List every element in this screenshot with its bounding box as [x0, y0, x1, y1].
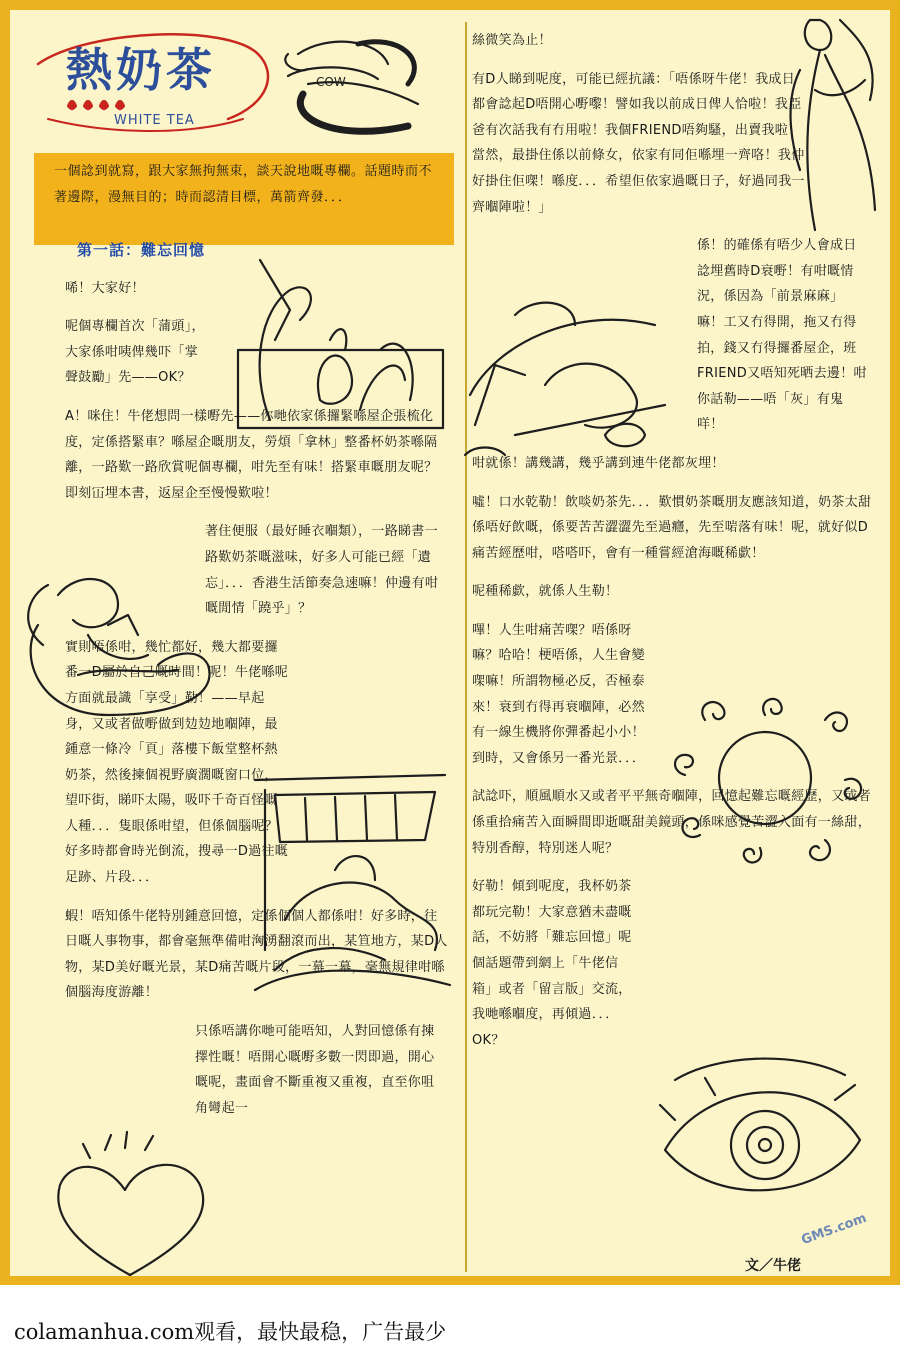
paragraph: 試諗吓，順風順水又或者平平無奇嗰陣，回憶起難忘嘅經歷，又或者係重拾痛苦入面瞬間即逝嘅甜美鏡頭，係咪感覺苦澀入面有一絲甜，特別香醇，特別迷人呢？ — [472, 789, 872, 856]
paragraph: 嗶！人生咁痛苦㗎？唔係呀嘛？哈哈！梗唔係，人生會變㗎嘛！所謂物極必反，否極泰來！衰到冇得再衰嗰陣，必然有一線生機將你彈番起小小！到時，又會係另一番光景．．． — [472, 622, 646, 766]
chapter-title: 第一話：難忘回憶 — [77, 241, 206, 259]
paragraph: 絲微笑為止！ — [472, 33, 552, 48]
hot-milk-tea-logo — [28, 24, 438, 146]
author-signature: 文／牛佬 — [745, 1258, 801, 1274]
paragraph: 噓！口水乾勒！飲啖奶茶先．．．歎慣奶茶嘅朋友應該知道，奶茶太甜係唔好飲嘅，係要苦苦澀澀先至過癮，先至啱落有味！呢，就好似D痛苦經歷咁，嗒嗒吓，會有一種嘗經滄海嘅稀歔！ — [472, 494, 872, 561]
paragraph: 係！的確係有唔少人會成日諗埋舊時D衰嘢！有咁嘅情況，係因為「前景麻麻」嘛！工又冇得開，拖又冇得拍，錢又冇得攞番屋企，班FRIEND又唔知死晒去邊！咁你話勒——唔「灰」有鬼咩！ — [697, 238, 867, 433]
lamp-desk-illustration — [455, 285, 680, 465]
paragraph: 唏！大家好！ — [65, 280, 145, 296]
column-divider — [465, 22, 467, 1272]
cow-label: COW — [316, 75, 346, 89]
paper-panel — [10, 10, 890, 1276]
paragraph: 蝦！唔知係牛佬特別鍾意回憶，定係個個人都係咁！好多時，往日嘅人事物事，都會毫無準備咁洶湧翻滾而出，某笪地方，某D人物，某D美好嘅光景，某D痛苦嘅片段，一幕一幕，毫無規律咁喺個腦海度游離！ — [65, 908, 448, 1001]
paragraph: 只係唔講你哋可能唔知，人對回憶係有揀擇性嘅！唔開心嘅嘢多數一閃即過，開心嘅呢，畫面會不斷重複又重複，直至你咀角彎起一 — [195, 1024, 435, 1116]
sun-icon — [665, 690, 870, 865]
paragraph: 實則唔係咁，幾忙都好，幾大都要攞番一D屬於自己嘅時間！呢！牛佬喺呢方面就最識「享受」勒！——早起身，又或者做嘢做到攰攰地嗰陣，最鍾意一條冷「頁」落樓下飯堂整杯熱奶茶，然後揀個視野廣濶嘅窗口位，望吓街，睇吓太陽，吸吓千奇百怪嘅人種．．．隻眼係咁望，但係個腦呢？好多時都會時光倒流，搜尋一D過往嘅足跡、片段．．． — [65, 639, 289, 886]
cow-teacup-icon — [285, 42, 418, 132]
watermark: GMS.com — [799, 1210, 869, 1249]
paragraph: 著住便服（最好睡衣嗰類），一路睇書一路歎奶茶嘅滋味，好多人可能已經「遺忘」．．．香港生活節奏急速嘛！仲邊有咁嘅閒情「蹺乎」？ — [205, 524, 439, 617]
intro-box — [34, 153, 454, 245]
paragraph: A！咪住！牛佬想問一樣嘢先——你哋依家係攞緊喺屋企張梳化度，定係搭緊車？喺屋企嘅朋友，勞煩「拿林」整番杯奶茶喺隔離，一路歎一路欣賞呢個專欄，咁先至有味！搭緊車嘅朋友呢？即刻冚埋本書，返屋企至慢慢歎啦！ — [65, 408, 438, 501]
eye-doodle-icon — [655, 1040, 870, 1220]
logo-title: 熱奶茶 — [66, 43, 216, 97]
paragraph: 呢種稀歔，就係人生勒！ — [472, 584, 619, 600]
heart-doodle-icon — [45, 1130, 220, 1276]
paragraph: 咁就係！講幾講，幾乎講到連牛佬都灰埋！ — [472, 455, 725, 471]
paragraph: 有D人睇到呢度，可能已經抗議：「唔係呀牛佬！我成日都會諗起D唔開心嘢嚟！譬如我以前成日俾人恰啦！我亞爸有次話我有冇用啦！我個FRIEND唔夠騷，出賣我啦！當然，最掛住係以前條女，依家有同佢喺埋一齊咯！我仲好掛住佢㗎！喺度．．．希望佢依家過嘅日子，好過同我一齊嗰陣啦！」 — [472, 71, 805, 215]
flame-icons — [68, 101, 124, 109]
paragraph: 呢個專欄首次「蒲頭」，大家係咁咦俾幾吓「掌聲鼓勵」先——OK？ — [65, 319, 205, 386]
man-standing-illustration — [770, 10, 890, 245]
cup-doodle-illustration — [230, 250, 455, 435]
intro-text: 一個諗到就寫，跟大家無拘無束，談天說地嘅專欄。話題時而不著邊際，漫無目的；時而認清目標，萬箭齊發．．． — [54, 164, 433, 205]
woman-on-sofa-illustration — [18, 565, 223, 725]
window-cafe-illustration — [245, 770, 455, 1010]
footer-caption: colamanhua.com观看，最快最稳，广告最少 — [14, 1320, 447, 1344]
logo-subtitle: WHITE TEA — [114, 113, 195, 128]
paragraph: 好勒！傾到呢度，我杯奶茶都玩完勒！大家意猶未盡嘅話，不妨將「難忘回憶」呢個話題帶到網上「牛佬信箱」或者「留言版」交流，我哋喺嗰度，再傾過．．．OK？ — [472, 879, 632, 1048]
